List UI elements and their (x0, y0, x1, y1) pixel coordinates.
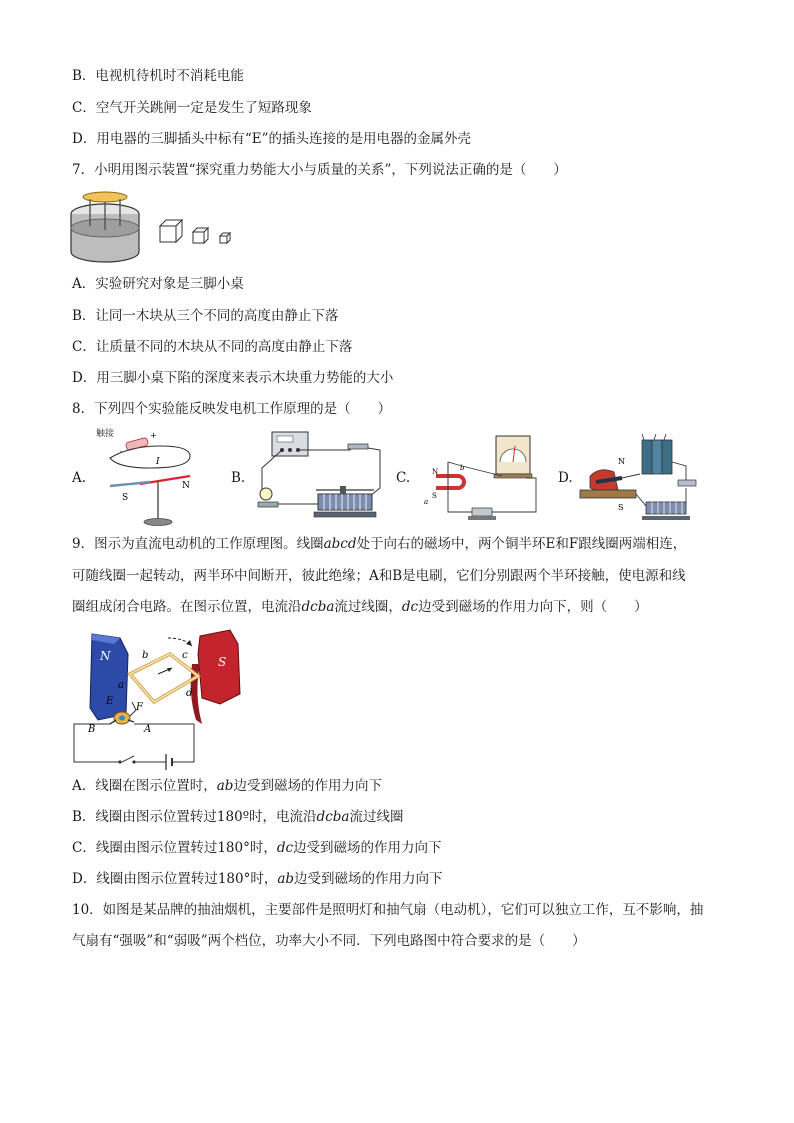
half-ring-e-label: E (106, 696, 114, 707)
coil-a-label: a (118, 680, 124, 691)
q9-stem-text: 流过线圈， (334, 599, 402, 615)
minus-sign: - (120, 447, 123, 456)
q9-option-a (72, 777, 382, 795)
magnet-n-label: N (432, 468, 439, 476)
q10-stem-line-2: 气扇有“强吸”和“弱吸”两个档位，功率大小不同．下列电路图中符合要求的是（ ） (72, 933, 586, 949)
q9-option-b-text: B．线圈由图示位置转过180º时，电流沿 (72, 809, 317, 825)
magnet-s-label: S (618, 503, 624, 512)
q7-figure-table-and-blocks (68, 186, 238, 266)
q9-stem-line-1 (72, 535, 686, 553)
current-dcba-label: dcba (316, 809, 350, 825)
half-ring-f-label: F (136, 702, 143, 713)
q9-option-b-text: 流过线圈 (349, 809, 404, 825)
q8-figure-a-oersted (90, 424, 210, 528)
q9-option-c (72, 839, 442, 857)
q6-option-c: C．空气开关跳闸一定是发生了短路现象 (72, 100, 312, 116)
edge-ab-label: ab (277, 871, 295, 887)
q7-option-b: B．让同一木块从三个不同的高度由静止下落 (72, 308, 339, 324)
q8-stem: 8．下列四个实验能反映发电机工作原理的是（ ） (72, 401, 392, 417)
coil-d-label: d (186, 688, 193, 699)
brush-a-label: A (144, 724, 152, 735)
q8-label-c: C. (396, 470, 411, 486)
coil-c-label: c (182, 650, 188, 661)
q10-stem-line-1: 10．如图是某品牌的抽油烟机，主要部件是照明灯和抽气扇（电动机），它们可以独立工作，互不影响，抽 (72, 902, 704, 918)
q8-figure-d-motor-battery (574, 432, 704, 524)
wire-a-label: a (424, 498, 429, 506)
edge-dc-label: dc (276, 840, 294, 856)
q9-option-d (72, 870, 443, 888)
q9-stem-text: 边受到磁场的作用力向下，则（ ） (418, 599, 648, 615)
magnet-n-label: N (100, 649, 111, 663)
q9-option-d-text: 边受到磁场的作用力向下 (294, 871, 443, 887)
q9-figure-dc-motor (70, 624, 270, 772)
q9-stem-line-2: 可随线圈一起转动，两半环中间断开，彼此绝缘；A和B是电刷，它们分别跟两个半环接触，使电源和线 (72, 568, 686, 584)
q7-option-d: D．用三脚小桌下陷的深度来表示木块重力势能的大小 (72, 370, 394, 386)
touch-label: 触接 (96, 429, 115, 439)
coil-b-label: b (142, 650, 149, 661)
current-dcba-label: dcba (301, 599, 335, 615)
q8-label-b: B. (231, 470, 246, 486)
magnet-n-label: N (618, 457, 625, 466)
q9-stem-text: 处于向右的磁场中，两个铜半环E和F跟线圈两端相连， (356, 536, 687, 552)
q6-option-b: B．电视机待机时不消耗电能 (72, 68, 244, 84)
edge-dc-label: dc (401, 599, 419, 615)
magnet-s-label: S (218, 655, 227, 669)
wire-b-label: b (460, 464, 465, 472)
q8-figure-c-generator-galvanometer (418, 432, 548, 524)
q9-option-d-text: D．线圈由图示位置转过180°时， (72, 871, 278, 887)
q7-option-a: A．实验研究对象是三脚小桌 (72, 276, 244, 292)
q9-option-a-text: 边受到磁场的作用力向下 (233, 778, 382, 794)
q9-stem-line-3 (72, 598, 648, 616)
brush-b-label: B (88, 724, 96, 735)
q9-stem-text: 圈组成闭合电路。在图示位置，电流沿 (72, 599, 302, 615)
compass-s-label: S (122, 493, 129, 503)
edge-ab-label: ab (216, 778, 234, 794)
q6-option-d: D．用电器的三脚插头中标有“E”的插头连接的是用电器的金属外壳 (72, 131, 471, 147)
magnet-s-label: S (432, 492, 437, 500)
q8-label-a: A. (72, 470, 87, 486)
coil-abcd-label: abcd (323, 536, 357, 552)
compass-n-label: N (182, 481, 190, 491)
q7-option-c: C．让质量不同的木块从不同的高度由静止下落 (72, 339, 353, 355)
q8-label-d: D. (558, 470, 573, 486)
q9-option-a-text: A．线圈在图示位置时， (72, 778, 217, 794)
plus-sign: + (150, 431, 157, 440)
q8-figure-b-electromagnet-circuit (252, 428, 388, 524)
q9-stem-text: 9．图示为直流电动机的工作原理图。线圈 (72, 536, 324, 552)
q9-option-c-text: C．线圈由图示位置转过180°时， (72, 840, 277, 856)
q7-stem: 7．小明用图示装置“探究重力势能大小与质量的关系”，下列说法正确的是（ ） (72, 162, 567, 178)
q9-option-b (72, 808, 403, 826)
q9-option-c-text: 边受到磁场的作用力向下 (293, 840, 442, 856)
current-label: I (156, 457, 160, 467)
